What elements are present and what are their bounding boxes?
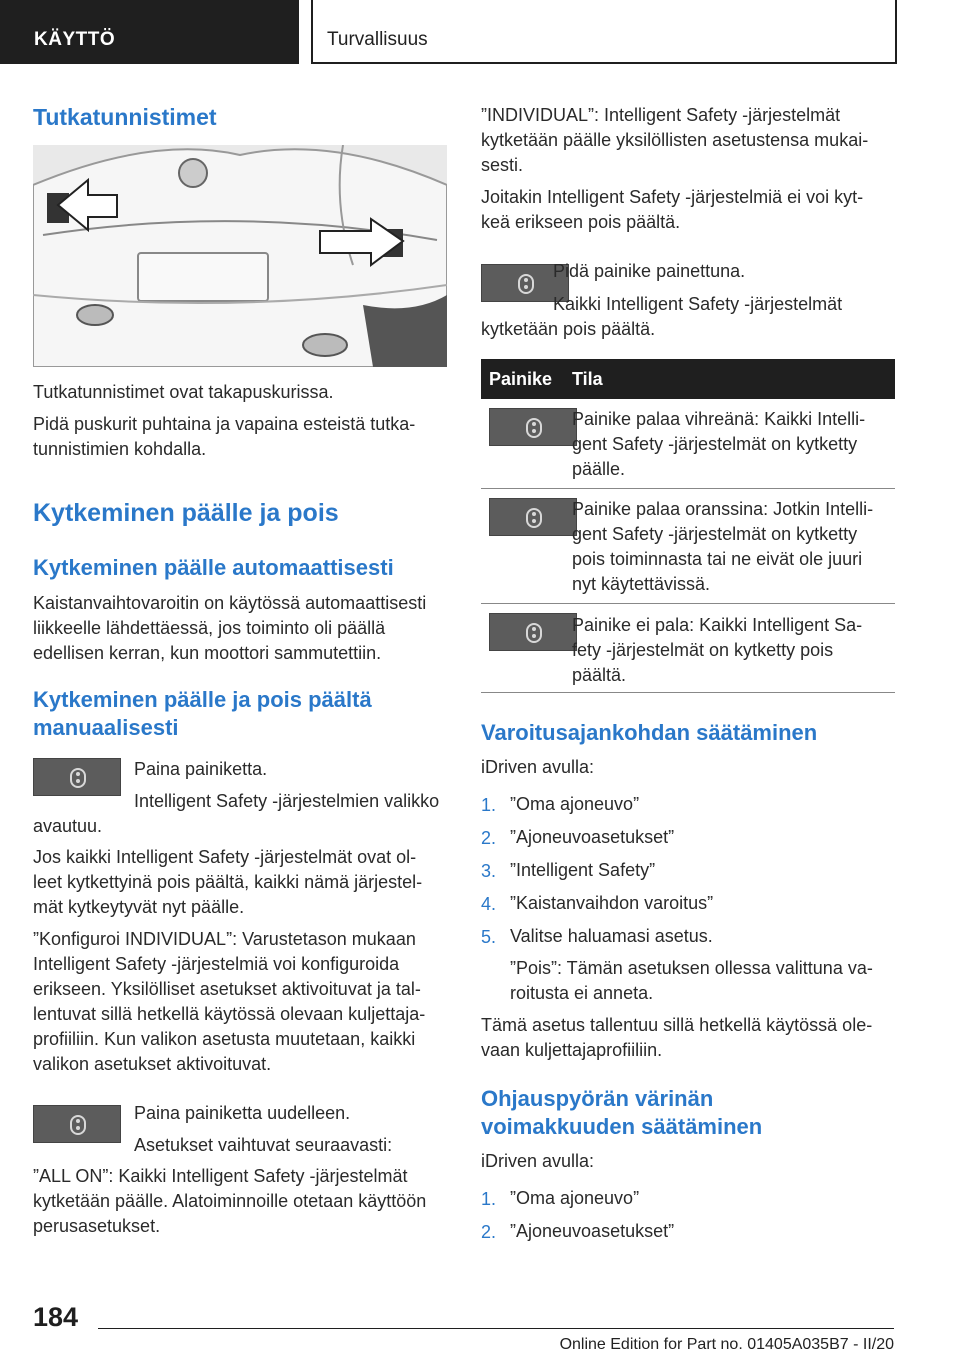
header-topic-label: Turvallisuus [327,29,428,50]
paragraph-some-systems-1: Joitakin Intelligent Safety -järjestelmiä ei voi kyt- [481,187,864,207]
instruction-press-again: Paina painiketta uudelleen. [134,1103,351,1123]
header-section-tab [0,0,299,64]
paragraph-saved-1: Tämä asetus tallentuu sillä hetkellä käytössä ole- [481,1015,873,1035]
safety-icon [70,768,86,788]
paragraph-all-on-3: perusasetukset. [33,1216,161,1236]
paragraph-individual-1: ”INDIVIDUAL”: Intelligent Safety -järjestelmät [481,105,841,125]
table-divider [481,488,895,489]
instruction-menu-opens-1: Intelligent Safety -järjestelmien valikko [134,791,440,811]
button-image-orange [489,498,577,536]
table-row1-line2: gent Safety -järjestelmät on kytketty [572,434,858,454]
paragraph-all-off-2: leet kytkettyinä pois päältä, kaikki nämä järjestel- [33,872,423,892]
list-number: 4. [481,894,497,914]
paragraph-all-off-1: Jos kaikki Intelligent Safety -järjestelmät ovat ol- [33,847,417,867]
table-row2-line2: gent Safety -järjestelmät on kytketty [572,524,858,544]
list-item: ”Oma ajoneuvo” [510,1188,640,1208]
paragraph-auto-3: edellisen kerran, kun moottori sammutettiin. [33,643,382,663]
instruction-menu-opens-2: avautuu. [33,816,103,836]
heading-switch-on-off: Kytkeminen päälle ja pois [33,499,339,527]
heading-warning-timing: Varoitusajankohdan säätäminen [481,720,818,745]
table-row2-line4: nyt käytettävissä. [572,574,711,594]
intelligent-safety-button-image [33,1105,121,1143]
list-item: ”Intelligent Safety” [510,860,656,880]
header-topic-tab [311,0,897,64]
list-item: ”Ajoneuvoasetukset” [510,1221,675,1241]
footer-edition: Online Edition for Part no. 01405A035B7 - II/20 [559,1336,894,1353]
heading-manual-2: manuaalisesti [33,715,179,740]
header-section-label: KÄYTTÖ [34,29,116,50]
paragraph-some-systems-2: keä erikseen pois päältä. [481,212,681,232]
table-row2-line3: pois toiminnasta tai ne eivät ole juuri [572,549,863,569]
safety-icon [70,1115,86,1135]
button-image-green [489,408,577,446]
list-item: ”Kaistanvaihdon varoitus” [510,893,714,913]
list-number: 2. [481,1222,497,1242]
table-header-state: Tila [572,369,603,389]
list-number: 5. [481,927,497,947]
page-number: 184 [33,1302,79,1332]
status-table-header [481,359,895,399]
heading-manual-1: Kytkeminen päälle ja pois päältä [33,687,372,712]
list-number: 3. [481,861,497,881]
list-number: 2. [481,828,497,848]
list-item: ”Oma ajoneuvo” [510,794,640,814]
paragraph-configure-3: erikseen. Yksilölliset asetukset aktivoituvat ja tal- [33,979,421,999]
safety-icon [526,623,542,643]
table-row2-line1: Painike palaa oranssina: Jotkin Intelli- [572,499,874,519]
instruction-all-off-1: Kaikki Intelligent Safety -järjestelmät [553,294,843,314]
paragraph-auto-2: liikkeelle lähdettäessä, jos toiminto oli päällä [33,618,386,638]
list-number: 1. [481,1189,497,1209]
table-row1-line1: Painike palaa vihreänä: Kaikki Intelli- [572,409,866,429]
list-number: 1. [481,795,497,815]
paragraph-idrive-2: iDriven avulla: [481,1151,595,1171]
safety-icon [526,508,542,528]
table-divider [481,603,895,604]
paragraph-all-on-2: kytketään päälle. Alatoiminnoille otetaan käyttöön [33,1191,427,1211]
table-header-button: Painike [489,369,553,389]
heading-vibration-2: voimakkuuden säätäminen [481,1114,763,1139]
paragraph-all-off-3: mät kytkeytyvät nyt päälle. [33,897,245,917]
button-image-off [489,613,577,651]
instruction-all-off-2: kytketään pois päältä. [481,319,656,339]
paragraph-idrive-1: iDriven avulla: [481,757,595,777]
paragraph-configure-1: ”Konfiguroi INDIVIDUAL”: Varustetason mukaan [33,929,416,949]
section-title-sensors: Tutkatunnistimet [33,104,217,130]
paragraph-configure-6: valikon asetukset aktivoituvat. [33,1054,272,1074]
paragraph-individual-3: sesti. [481,155,524,175]
table-row3-line3: päältä. [572,665,627,685]
paragraph-individual-2: kytketään päälle yksilöllisten asetustensa mukai- [481,130,869,150]
paragraph-keep-clean-1: Pidä puskurit puhtaina ja vapaina esteistä tutka- [33,414,416,434]
table-row1-line3: päälle. [572,459,626,479]
instruction-press-button: Paina painiketta. [134,759,268,779]
footer-divider [98,1328,894,1329]
paragraph-configure-2: Intelligent Safety -järjestelmiä voi konfiguroida [33,954,400,974]
paragraph-all-on-1: ”ALL ON”: Kaikki Intelligent Safety -järjestelmät [33,1166,408,1186]
table-row3-line2: fety -järjestelmät on kytketty pois [572,640,834,660]
intelligent-safety-button-image [33,758,121,796]
bumper-drawing [33,145,447,367]
paragraph-configure-4: lentuvat sillä hetkellä käytössä olevaan kuljettaja- [33,1004,426,1024]
list-item: ”Ajoneuvoasetukset” [510,827,675,847]
table-divider [481,692,895,693]
safety-icon [526,418,542,438]
rear-bumper-illustration [33,145,447,367]
heading-vibration-1: Ohjauspyörän värinän [481,1086,714,1111]
heading-auto-on: Kytkeminen päälle automaattisesti [33,555,394,580]
paragraph-auto-1: Kaistanvaihtovaroitin on käytössä automaattisesti [33,593,427,613]
note-off-1: ”Pois”: Tämän asetuksen ollessa valittuna va- [510,958,873,978]
paragraph-configure-5: profiiliin. Kun valikon asetusta muutetaan, kaikki [33,1029,416,1049]
table-row3-line1: Painike ei pala: Kaikki Intelligent Sa- [572,615,863,635]
paragraph-keep-clean-2: tunnistimien kohdalla. [33,439,207,459]
paragraph-saved-2: vaan kuljettajaprofiiliin. [481,1040,663,1060]
note-off-2: roitusta ei anneta. [510,983,654,1003]
paragraph-sensors-location: Tutkatunnistimet ovat takapuskurissa. [33,382,334,402]
list-item: Valitse haluamasi asetus. [510,926,713,946]
instruction-settings-change: Asetukset vaihtuvat seuraavasti: [134,1135,393,1155]
instruction-hold-button: Pidä painike painettuna. [553,261,746,281]
safety-icon [518,274,534,294]
